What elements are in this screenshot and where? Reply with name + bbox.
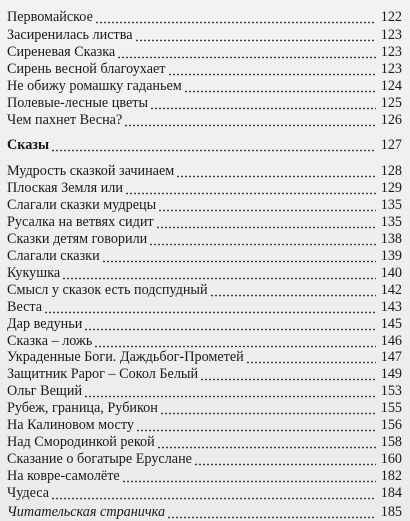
- toc-entry-page-number: 149: [380, 366, 402, 382]
- toc-entry-title: Сирень весной благоухает: [7, 61, 166, 77]
- toc-entry: [7, 212, 402, 230]
- toc-entry-title: На ковре-самолёте: [7, 468, 120, 484]
- toc-entry-page-number: 139: [380, 248, 402, 264]
- toc-entry: [7, 76, 402, 94]
- toc-entry: [7, 466, 402, 484]
- dot-leader: [156, 214, 376, 230]
- toc-entry: [7, 432, 402, 450]
- dot-leader: [158, 197, 376, 213]
- toc-entry: [7, 398, 402, 416]
- dot-leader: [246, 349, 376, 365]
- toc-entry-title: Чем пахнет Весна?: [7, 112, 123, 128]
- toc-entry: [7, 297, 402, 315]
- dot-leader: [62, 265, 376, 281]
- toc-entry-page-number: 184: [380, 485, 402, 501]
- toc-entry: [7, 110, 402, 128]
- toc-entry-page-number: 135: [380, 214, 402, 230]
- toc-entry-page-number: 147: [380, 349, 402, 365]
- toc-entry-page-number: 138: [380, 231, 402, 247]
- toc-entry-title: Сиреневая Сказка: [7, 44, 116, 60]
- toc-entry: [7, 381, 402, 399]
- toc-entry: [7, 178, 402, 196]
- toc-entry-title: Засиренилась листва: [7, 27, 133, 43]
- toc-entry-page-number: 123: [380, 44, 402, 60]
- dot-leader: [102, 248, 376, 264]
- toc-entry-title: Над Смородинкой рекой: [7, 434, 155, 450]
- toc-entry-title: Плоская Земля или: [7, 180, 123, 196]
- toc-entry-page-number: 125: [380, 95, 402, 111]
- dot-leader: [150, 95, 376, 111]
- dot-leader: [51, 485, 376, 501]
- toc-entry-title: Чудеса: [7, 485, 50, 501]
- dot-leader: [136, 417, 376, 433]
- dot-leader: [157, 434, 376, 450]
- toc-entry-title: Сказание о богатыре Еруслане: [7, 451, 192, 467]
- toc-entry: [7, 42, 402, 60]
- toc-entry-page-number: 182: [380, 468, 402, 484]
- dot-leader: [149, 231, 376, 247]
- dot-leader: [44, 299, 376, 315]
- dot-leader: [194, 451, 376, 467]
- toc-entry-page-number: 153: [380, 383, 402, 399]
- toc-entry: [7, 93, 402, 111]
- toc-entry-page-number: 142: [380, 282, 402, 298]
- toc-entry: [7, 263, 402, 281]
- dot-leader: [167, 504, 376, 520]
- toc-entry: [7, 246, 402, 264]
- toc-entry: [7, 415, 402, 433]
- toc-entry-title: Полевые-лесные цветы: [7, 95, 149, 111]
- toc-entry: [7, 195, 402, 213]
- dot-leader: [51, 137, 376, 153]
- toc-entry-page-number: 140: [380, 265, 402, 281]
- toc-entry-title: Русалка на ветвях сидит: [7, 214, 154, 230]
- toc-entry-page-number: 129: [380, 180, 402, 196]
- dot-leader: [117, 44, 376, 60]
- toc-entry-page-number: 146: [380, 333, 402, 349]
- toc-entry-page-number: 126: [380, 112, 402, 128]
- dot-leader: [125, 180, 376, 196]
- toc-entry: [7, 59, 402, 77]
- toc-entry-title: Слагали сказки мудрецы: [7, 197, 157, 213]
- toc-entry-title: Кукушка: [7, 265, 61, 281]
- dot-leader: [84, 383, 376, 399]
- toc-entry: [7, 314, 402, 332]
- toc-entry: [7, 161, 402, 179]
- dot-leader: [176, 163, 376, 179]
- toc-entry: [7, 502, 402, 520]
- toc-entry-page-number: 143: [380, 299, 402, 315]
- toc-entry-title: Ольг Вещий: [7, 383, 83, 399]
- toc-entry-title: Сказка – ложь: [7, 333, 93, 349]
- toc-entry: [7, 25, 402, 43]
- toc-entry: [7, 364, 402, 382]
- toc-entry-title: Сказки детям говорили: [7, 231, 148, 247]
- toc-entry-page-number: 123: [380, 27, 402, 43]
- toc-entry: [7, 449, 402, 467]
- toc-entry-page-number: 128: [380, 163, 402, 179]
- dot-leader: [200, 366, 376, 382]
- toc-entry: [7, 7, 402, 25]
- toc-entry-title: Смысл у сказок есть подспудный: [7, 282, 208, 298]
- toc-entry: [7, 135, 402, 153]
- toc-entry: [7, 280, 402, 298]
- toc-entry-page-number: 135: [380, 197, 402, 213]
- toc-entry-page-number: 156: [380, 417, 402, 433]
- toc-entry: [7, 229, 402, 247]
- toc-entry-title: Дар ведуньи: [7, 316, 83, 332]
- dot-leader: [124, 112, 376, 128]
- toc-entry-title: Защитник Рарог – Сокол Белый: [7, 366, 199, 382]
- dot-leader: [135, 27, 376, 43]
- dot-leader: [95, 9, 376, 25]
- dot-leader: [160, 400, 376, 416]
- toc-entry-page-number: 124: [380, 78, 402, 94]
- toc-entry-title: Рубеж, граница, Рубикон: [7, 400, 158, 416]
- toc-entry-title: Сказы: [7, 137, 50, 153]
- dot-leader: [168, 61, 377, 77]
- dot-leader: [184, 78, 376, 94]
- toc-entry-title: Первомайское: [7, 9, 93, 25]
- toc-entry: [7, 483, 402, 501]
- toc-entry-title: Мудрость сказкой зачинаем: [7, 163, 175, 179]
- dot-leader: [84, 316, 376, 332]
- toc-entry-page-number: 127: [380, 137, 402, 153]
- toc-entry-title: Слагали сказки: [7, 248, 100, 264]
- toc-entry-title: Не обижу ромашку гаданьем: [7, 78, 182, 94]
- dot-leader: [210, 282, 376, 298]
- dot-leader: [122, 468, 376, 484]
- toc-entry: [7, 347, 402, 365]
- toc-entry-title: Веста: [7, 299, 43, 315]
- toc-entry-page-number: 122: [380, 9, 402, 25]
- toc-entry-page-number: 158: [380, 434, 402, 450]
- toc-entry-page-number: 123: [380, 61, 402, 77]
- toc-entry-page-number: 160: [380, 451, 402, 467]
- toc-entry-title: На Калиновом мосту: [7, 417, 134, 433]
- toc-entry-page-number: 185: [380, 504, 402, 520]
- toc-entry-title: Украденные Боги. Даждьбог-Прометей: [7, 349, 244, 365]
- toc-entry-title: Читательская страничка: [7, 504, 166, 520]
- toc-entry-page-number: 155: [380, 400, 402, 416]
- toc-entry-page-number: 145: [380, 316, 402, 332]
